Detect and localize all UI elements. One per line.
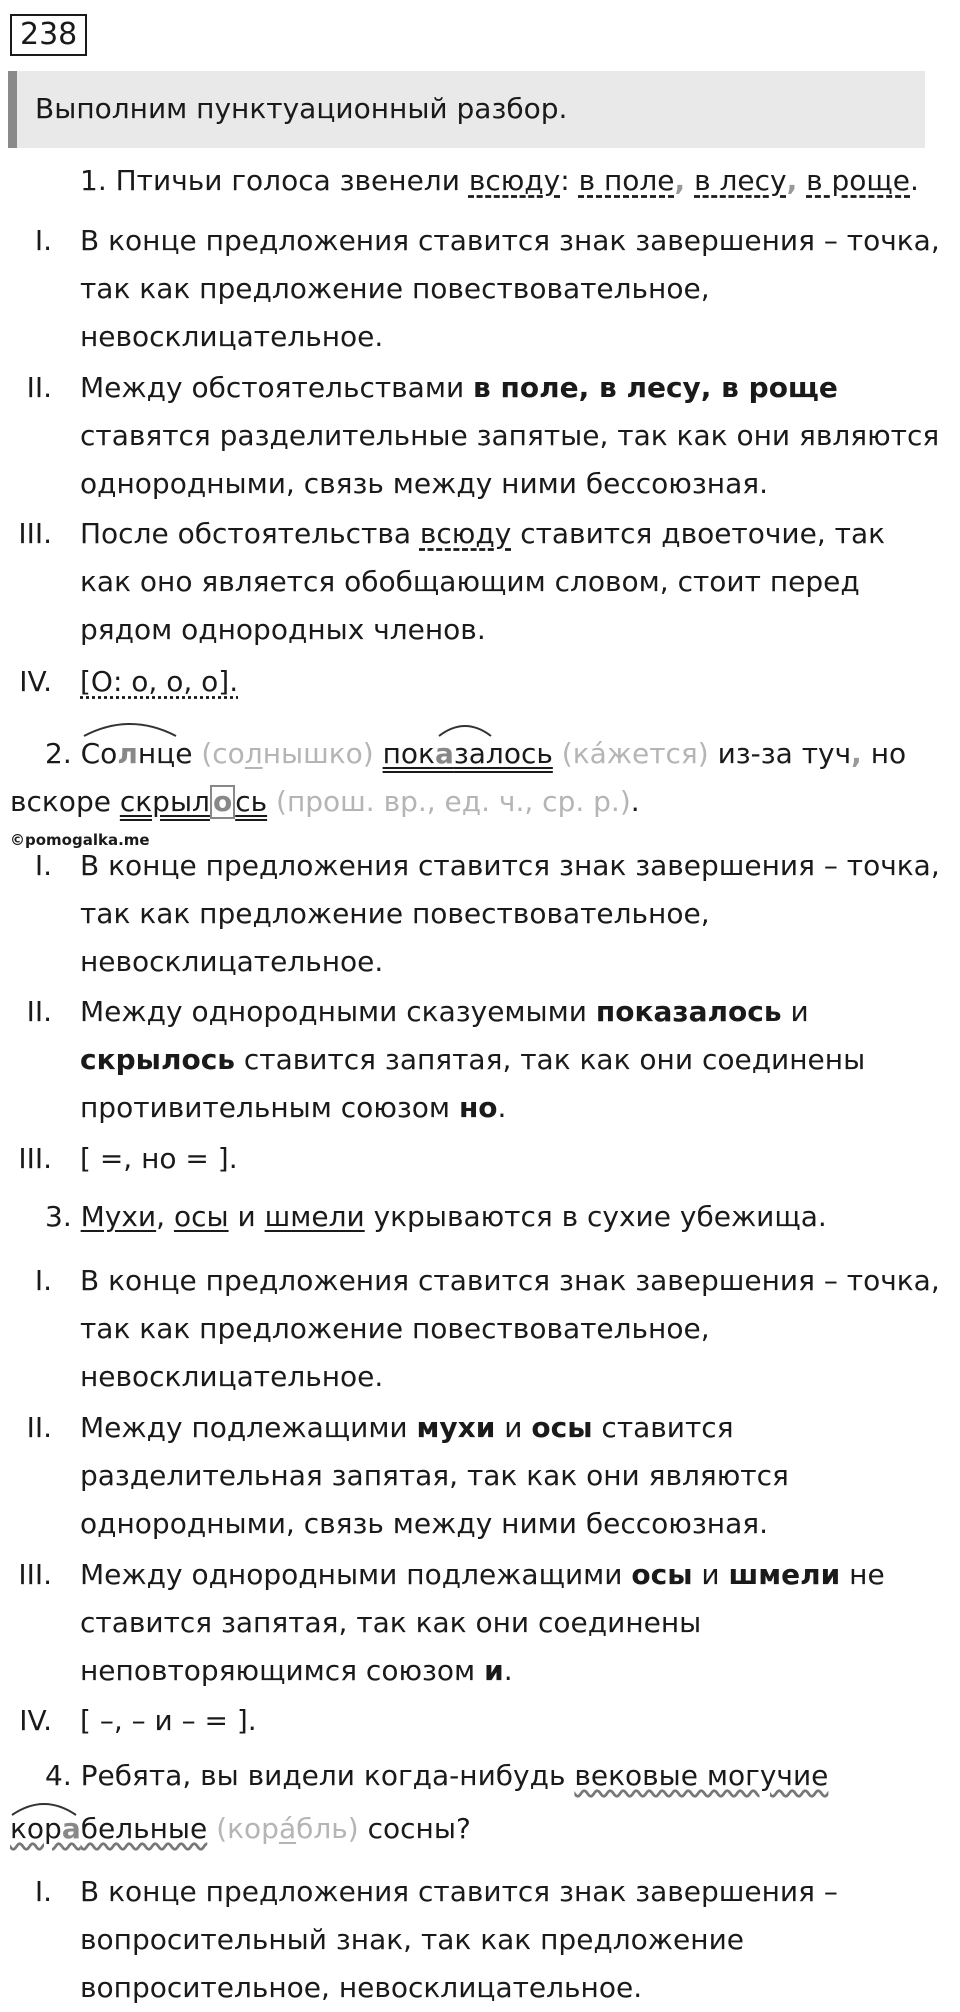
sentence-2-line-1 xyxy=(45,735,906,773)
analysis-item: Между обстоятельствами в поле, в лесу, в роще ставятся разделительные запятые, так как они являются однородными, связь между ними бессоюзная. xyxy=(80,371,940,500)
sentence-4-line-2 xyxy=(10,1810,471,1848)
homogeneous-member: в роще xyxy=(806,164,911,197)
comma-mark: , xyxy=(851,737,862,770)
sentence-number: 3. xyxy=(45,1200,72,1233)
conjunction: и xyxy=(237,1200,256,1233)
homogeneous-member: в лесу xyxy=(694,164,787,197)
title-text: Выполним пунктуационный разбор. xyxy=(35,92,568,125)
comma-mark: , xyxy=(156,1200,166,1233)
comma-mark: , xyxy=(674,164,686,197)
task-number: 238 xyxy=(10,14,87,56)
analysis-item: Между однородными подлежащими осы и шмели не ставится запятая, так как они соединены неповторяющимся союзом и. xyxy=(80,1558,885,1687)
attribute: вековые могучие xyxy=(574,1759,829,1792)
analysis-item: В конце предложения ставится знак завершения – точка, так как предложение повествовательное, невосклицательное. xyxy=(80,224,940,353)
scheme: [ =, но = ]. xyxy=(80,1142,238,1175)
roman-numeral: I. xyxy=(34,849,52,882)
sentence-text: вскоре xyxy=(10,785,111,818)
roman-numeral: II. xyxy=(26,371,52,404)
analysis-item: В конце предложения ставится знак завершения – вопросительный знак, так как предложение вопросительное, невосклицательное. xyxy=(80,1875,838,2004)
check-word: (солнышко) xyxy=(201,737,374,770)
roman-numeral: IV. xyxy=(19,1704,52,1737)
sentence-number: 1. xyxy=(80,164,107,197)
scheme: [О: о, о, о]. xyxy=(80,665,239,698)
predicate: скрыл о сь xyxy=(119,785,268,818)
sentence-number: 4. xyxy=(45,1759,72,1792)
sentence-1 xyxy=(80,162,919,200)
sentence-text: Птичьи голоса звенели xyxy=(115,164,460,197)
title-bar xyxy=(8,71,925,148)
word-solntse: Солнце xyxy=(80,737,193,770)
sentence-text: из-за туч xyxy=(717,737,852,770)
grammar-note: (прош. вр., ед. ч., ср. р.) xyxy=(276,785,631,818)
period: . xyxy=(630,785,640,818)
predicate: показалось xyxy=(382,737,553,770)
sentence-3 xyxy=(45,1198,827,1236)
subject: осы xyxy=(173,1200,229,1233)
roman-numeral: III. xyxy=(18,1558,52,1591)
check-word: (ка́жется) xyxy=(561,737,709,770)
roman-numeral: I. xyxy=(34,1264,52,1297)
sentence-number: 2. xyxy=(45,737,72,770)
scheme: [ –, – и – = ]. xyxy=(80,1704,257,1737)
roman-numeral: I. xyxy=(34,224,52,257)
sentence-2-line-2 xyxy=(10,783,640,821)
homogeneous-member: в поле xyxy=(578,164,675,197)
roman-numeral: III. xyxy=(18,517,52,550)
period: . xyxy=(910,164,919,197)
roman-numeral: IV. xyxy=(19,665,52,698)
roman-numeral: III. xyxy=(18,1142,52,1175)
subject: Мухи xyxy=(80,1200,157,1233)
attribute: корабельные xyxy=(10,1812,208,1845)
generalizing-word: всюду xyxy=(468,164,561,197)
analysis-item: Между однородными сказуемыми показалось и скрылось ставится запятая, так как они соединены противительным союзом но. xyxy=(80,995,866,1124)
conjunction: но xyxy=(870,737,907,770)
roman-numeral: II. xyxy=(26,1411,52,1444)
comma-mark: , xyxy=(786,164,798,197)
analysis-item: В конце предложения ставится знак завершения – точка, так как предложение повествовательное, невосклицательное. xyxy=(80,849,940,978)
sentence-text: Ребята, вы видели когда-нибудь xyxy=(80,1759,566,1792)
subject: шмели xyxy=(264,1200,365,1233)
sentence-text: сосны? xyxy=(367,1812,471,1845)
colon: : xyxy=(560,164,570,197)
sentence-text: укрываются в сухие убежища. xyxy=(373,1200,827,1233)
sentence-4-line-1 xyxy=(45,1757,828,1795)
watermark: ©pomogalka.me xyxy=(10,831,150,849)
check-word: (кора́бль) xyxy=(216,1812,359,1845)
analysis-item: В конце предложения ставится знак завершения – точка, так как предложение повествовательное, невосклицательное. xyxy=(80,1264,940,1393)
analysis-item: Между подлежащими мухи и осы ставится разделительная запятая, так как они являются однородными, связь между ними бессоюзная. xyxy=(80,1411,789,1540)
analysis-item: После обстоятельства всюду ставится двоеточие, так как оно является обобщающим словом, стоит перед рядом однородных членов. xyxy=(80,517,886,646)
roman-numeral: I. xyxy=(34,1875,52,1908)
roman-numeral: II. xyxy=(26,995,52,1028)
